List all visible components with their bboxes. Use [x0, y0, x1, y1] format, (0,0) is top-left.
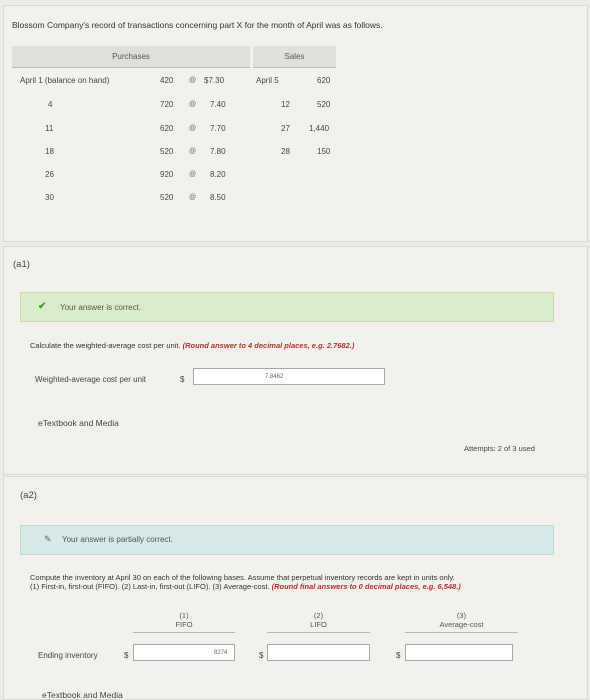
- currency-sign: $: [396, 651, 401, 660]
- pencil-icon: ✎: [44, 534, 52, 544]
- lifo-input[interactable]: [267, 644, 370, 661]
- purchase-cost: 7.70: [210, 124, 226, 133]
- fifo-num: (1): [179, 611, 189, 620]
- part-a1-label: (a1): [13, 259, 30, 270]
- weighted-average-label: Weighted-average cost per unit: [35, 375, 147, 384]
- purchase-date: 30: [45, 193, 54, 202]
- etextbook-link[interactable]: eTextbook and Media: [38, 418, 119, 428]
- currency-sign: $: [259, 651, 264, 660]
- average-cost-name: Average-cost: [439, 620, 484, 629]
- purchase-units: 520: [160, 193, 174, 202]
- sale-date: 28: [281, 147, 290, 156]
- at-symbol: @: [189, 171, 197, 178]
- sales-header: Sales: [253, 46, 336, 68]
- lifo-name: LIFO: [310, 620, 327, 629]
- purchase-date: 26: [45, 170, 54, 179]
- a2-instruction-note: (Round final answers to 0 decimal places, e.g. 6,548.): [271, 582, 461, 591]
- sale-units: 150: [317, 147, 331, 156]
- purchase-units: 920: [160, 170, 174, 179]
- currency-sign: $: [180, 375, 185, 384]
- sale-date: 12: [281, 100, 290, 109]
- at-symbol: @: [189, 101, 197, 108]
- purchase-cost: 8.20: [210, 170, 226, 179]
- attempts-counter: Attempts: 2 of 3 used: [464, 444, 535, 453]
- a1-instruction-note: (Round answer to 4 decimal places, e.g. 2.7682.): [182, 341, 355, 350]
- at-symbol: @: [189, 148, 197, 155]
- a2-instruction-line2: [30, 582, 565, 591]
- purchase-date: 11: [45, 124, 54, 133]
- problem-card: [3, 5, 588, 242]
- fifo-value: 8274: [214, 650, 228, 656]
- average-cost-num: (3): [456, 611, 467, 620]
- a2-instruction-line2-text: (1) First-in, first-out (FIFO). (2) Last-in, first-out (LIFO). (3) Average-cost.: [30, 582, 270, 591]
- a1-instruction-text: Calculate the weighted-average cost per unit.: [30, 341, 181, 350]
- sale-units: 620: [317, 76, 331, 85]
- purchase-date: April 1 (balance on hand): [20, 76, 110, 85]
- purchase-date: 18: [45, 147, 54, 156]
- purchase-cost: 7.40: [210, 100, 226, 109]
- purchase-units: 520: [160, 147, 174, 156]
- purchases-header: Purchases: [12, 46, 250, 68]
- column-header-fifo: [133, 611, 235, 633]
- problem-intro: Blossom Company's record of transactions concerning part X for the month of April was as follows.: [12, 20, 383, 30]
- a1-instruction: [30, 341, 354, 350]
- purchase-date: 4: [48, 100, 53, 109]
- sale-date: April 5: [256, 76, 279, 85]
- sale-units: 520: [317, 100, 331, 109]
- fifo-name: FIFO: [175, 620, 193, 629]
- ending-inventory-label: Ending inventory: [38, 651, 98, 660]
- part-a2-label: (a2): [20, 490, 37, 501]
- average-cost-input[interactable]: [405, 644, 513, 661]
- checkmark-icon: ✔: [38, 301, 47, 312]
- purchase-cost: 7.80: [210, 147, 226, 156]
- fifo-input[interactable]: [133, 644, 235, 661]
- purchase-units: 620: [160, 124, 174, 133]
- column-header-lifo: [267, 611, 370, 633]
- column-header-average-cost: [405, 611, 518, 633]
- correct-banner-text: Your answer is correct.: [60, 303, 142, 312]
- sale-date: 27: [281, 124, 290, 133]
- purchase-units: 720: [160, 100, 174, 109]
- purchase-cost: $7.30: [204, 76, 225, 85]
- at-symbol: @: [189, 125, 197, 132]
- etextbook-link[interactable]: eTextbook and Media: [42, 690, 123, 700]
- partial-banner-text: Your answer is partially correct.: [62, 535, 173, 544]
- purchase-units: 420: [160, 76, 174, 85]
- weighted-average-input[interactable]: [193, 368, 385, 385]
- purchase-cost: 8.50: [210, 193, 226, 202]
- weighted-average-value: 7.8462: [265, 374, 284, 380]
- at-symbol: @: [189, 77, 197, 84]
- a2-instruction: [30, 573, 565, 591]
- a2-instruction-line1: Compute the inventory at April 30 on each of the following bases. Assume that perpetual inventory records are kept in units only.: [30, 573, 455, 582]
- at-symbol: @: [189, 194, 197, 201]
- currency-sign: $: [124, 651, 129, 660]
- part-a1-box: [3, 246, 588, 475]
- sale-units: 1,440: [309, 124, 330, 133]
- lifo-num: (2): [313, 611, 324, 620]
